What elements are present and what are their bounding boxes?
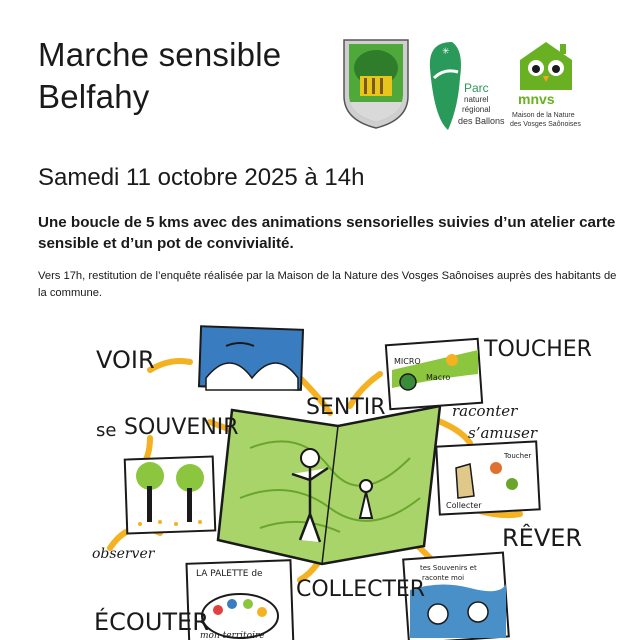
- svg-text:✳: ✳: [442, 47, 450, 57]
- label-macro: Macro: [426, 373, 451, 382]
- parc-text-2: naturel: [464, 95, 489, 104]
- sensory-walk-illustration: [0, 318, 639, 640]
- word-souvenir: SOUVENIR: [124, 415, 239, 440]
- parc-des-ballons-logo: [430, 42, 505, 130]
- word-collecter: COLLECTER: [296, 577, 426, 602]
- title-line-1: Marche sensible: [38, 36, 282, 73]
- word-samuser: s’amuser: [468, 424, 538, 442]
- label-collecter-small: Collecter: [446, 501, 482, 510]
- label-touchers: Toucher: [504, 452, 532, 460]
- card-voir: [199, 326, 303, 390]
- mnvs-text-1: Maison de la Nature: [512, 112, 575, 119]
- word-voir: VOIR: [96, 346, 155, 374]
- label-souvenirs-2: raconte moi: [422, 574, 465, 582]
- word-sentir: SENTIR: [306, 395, 386, 420]
- card-collecter-small: [436, 441, 539, 514]
- card-toucher: [386, 339, 482, 409]
- label-micro: MICRO: [394, 357, 421, 366]
- card-souvenir: [125, 456, 216, 533]
- word-observer: observer: [92, 546, 155, 562]
- parc-text-1: Parc: [464, 81, 489, 95]
- label-souvenirs-1: tes Souvenirs et: [420, 564, 477, 572]
- event-date: Samedi 11 octobre 2025 à 14h: [38, 164, 365, 191]
- event-description: Une boucle de 5 kms avec des animations sensorielles suivies d’un atelier carte sensible et d’un pot de convivialité.: [38, 214, 616, 252]
- title-line-2: Belfahy: [38, 78, 150, 115]
- parc-text-3: régional: [462, 105, 491, 114]
- parc-text-4: des Ballons: [458, 116, 505, 126]
- word-se: se: [96, 420, 117, 441]
- central-map: [218, 406, 440, 564]
- mnvs-text-2: des Vosges Saônoises: [510, 121, 581, 128]
- mnvs-abbr: mnvs: [518, 91, 555, 107]
- word-rever: RÊVER: [502, 524, 583, 552]
- page-title: [38, 34, 281, 118]
- mnvs-owl-logo: [510, 42, 581, 128]
- coat-of-arms-logo: [344, 40, 408, 128]
- word-ecouter: ÉCOUTER: [94, 608, 209, 636]
- label-palette-2: mon territoire: [200, 631, 265, 640]
- event-note: Vers 17h, restitution de l’enquête réalisée par la Maison de la Nature des Vosges Saônoises auprès des habitants de la commune.: [38, 270, 617, 299]
- label-palette-1: LA PALETTE de: [196, 569, 263, 579]
- partner-logos: [340, 38, 600, 138]
- word-raconter: raconter: [452, 402, 518, 420]
- word-toucher: TOUCHER: [484, 337, 592, 362]
